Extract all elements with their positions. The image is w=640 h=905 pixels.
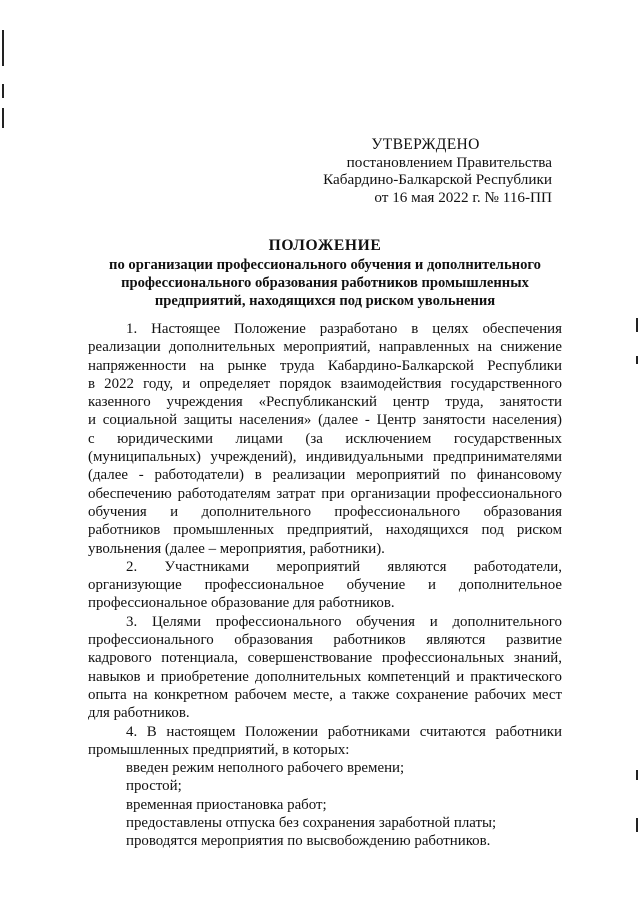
text-line: с юридическими лицами (за исключением государственных (88, 430, 562, 447)
text-line: 2. Участниками мероприятий являются работодатели, (126, 558, 562, 575)
text-line: организующие профессиональное обучение и дополнительное (88, 577, 562, 594)
paragraph-4 (88, 723, 562, 851)
text-line: казенного учреждения «Республиканский центр труда, занятости (88, 394, 562, 411)
text-line: 1. Настоящее Положение разработано в целях обеспечения (126, 321, 562, 337)
text-line: в 2022 году, и определяет порядок взаимодействия государственного (88, 375, 562, 392)
approval-heading: УТВЕРЖДЕНО (371, 136, 480, 153)
scan-margin-mark (636, 356, 638, 364)
text-line: опыта на конкретном рабочем месте, а также сохранение рабочих мест (88, 686, 562, 703)
document-body (88, 320, 562, 851)
text-line: промышленных предприятий, в которых: (88, 741, 350, 758)
text-line: работников промышленных предприятий, находящихся под риском (88, 522, 562, 539)
text-line: кадрового потенциала, совершенствование профессиональных знаний, (88, 650, 562, 667)
text-line: 3. Целями профессионального обучения и дополнительного (126, 613, 562, 630)
approval-stamp (323, 136, 552, 206)
text-line: и социальной защиты населения» (далее - Центр занятости населения) (88, 412, 562, 429)
list-item: введен режим неполного рабочего времени; (126, 760, 405, 777)
paragraph-3 (88, 613, 562, 723)
text-line: (далее - работодатели) в реализации мероприятий по финансовому (88, 467, 562, 484)
approval-line: постановлением Правительства (346, 153, 552, 171)
scan-margin-mark (636, 818, 638, 832)
document-title (88, 237, 562, 310)
list-item: предоставлены отпуска без сохранения заработной платы; (126, 815, 497, 832)
text-line: для работников. (88, 705, 190, 722)
text-line: (муниципальных) учреждений), индивидуальными предпринимателями (88, 449, 562, 466)
text-line: профессиональное образование для работников. (88, 595, 395, 612)
text-line: 4. В настоящем Положении работниками считаются работники (126, 723, 562, 740)
text-line: увольнения (далее – мероприятия, работники). (88, 540, 385, 557)
title-line: по организации профессионального обучения и дополнительного (109, 257, 541, 273)
paragraph-1 (88, 320, 562, 558)
scan-margin-mark (636, 770, 638, 780)
scan-margin-mark (636, 318, 638, 332)
title-line: предприятий, находящихся под риском увольнения (154, 293, 496, 309)
text-line: навыков и приобретение дополнительных компетенций и практического (88, 668, 562, 685)
text-line: напряженности на рынке труда Кабардино-Балкарской Республики (88, 357, 562, 374)
approval-line: Кабардино-Балкарской Республики (323, 171, 552, 188)
list-item: временная приостановка работ; (126, 796, 327, 813)
text-line: обучения и дополнительного профессионального образования (88, 503, 562, 520)
list-item: простой; (126, 778, 182, 795)
approval-line: от 16 мая 2022 г. № 116-ПП (374, 188, 552, 206)
paragraph-2 (88, 558, 562, 613)
text-line: профессионального образования работников являются развитие (88, 632, 562, 649)
title-line: профессионального образования работников промышленных (121, 275, 529, 291)
scan-margin-mark (2, 30, 4, 66)
text-line: обеспечению работодателям затрат при организации профессионального (88, 485, 562, 502)
scan-margin-mark (2, 84, 4, 98)
text-line: реализации дополнительных мероприятий, направленных на снижение (88, 339, 562, 356)
title-main: ПОЛОЖЕНИЕ (268, 237, 382, 254)
list-item: проводятся мероприятия по высвобождению работников. (126, 833, 491, 850)
scan-margin-mark (2, 108, 4, 128)
